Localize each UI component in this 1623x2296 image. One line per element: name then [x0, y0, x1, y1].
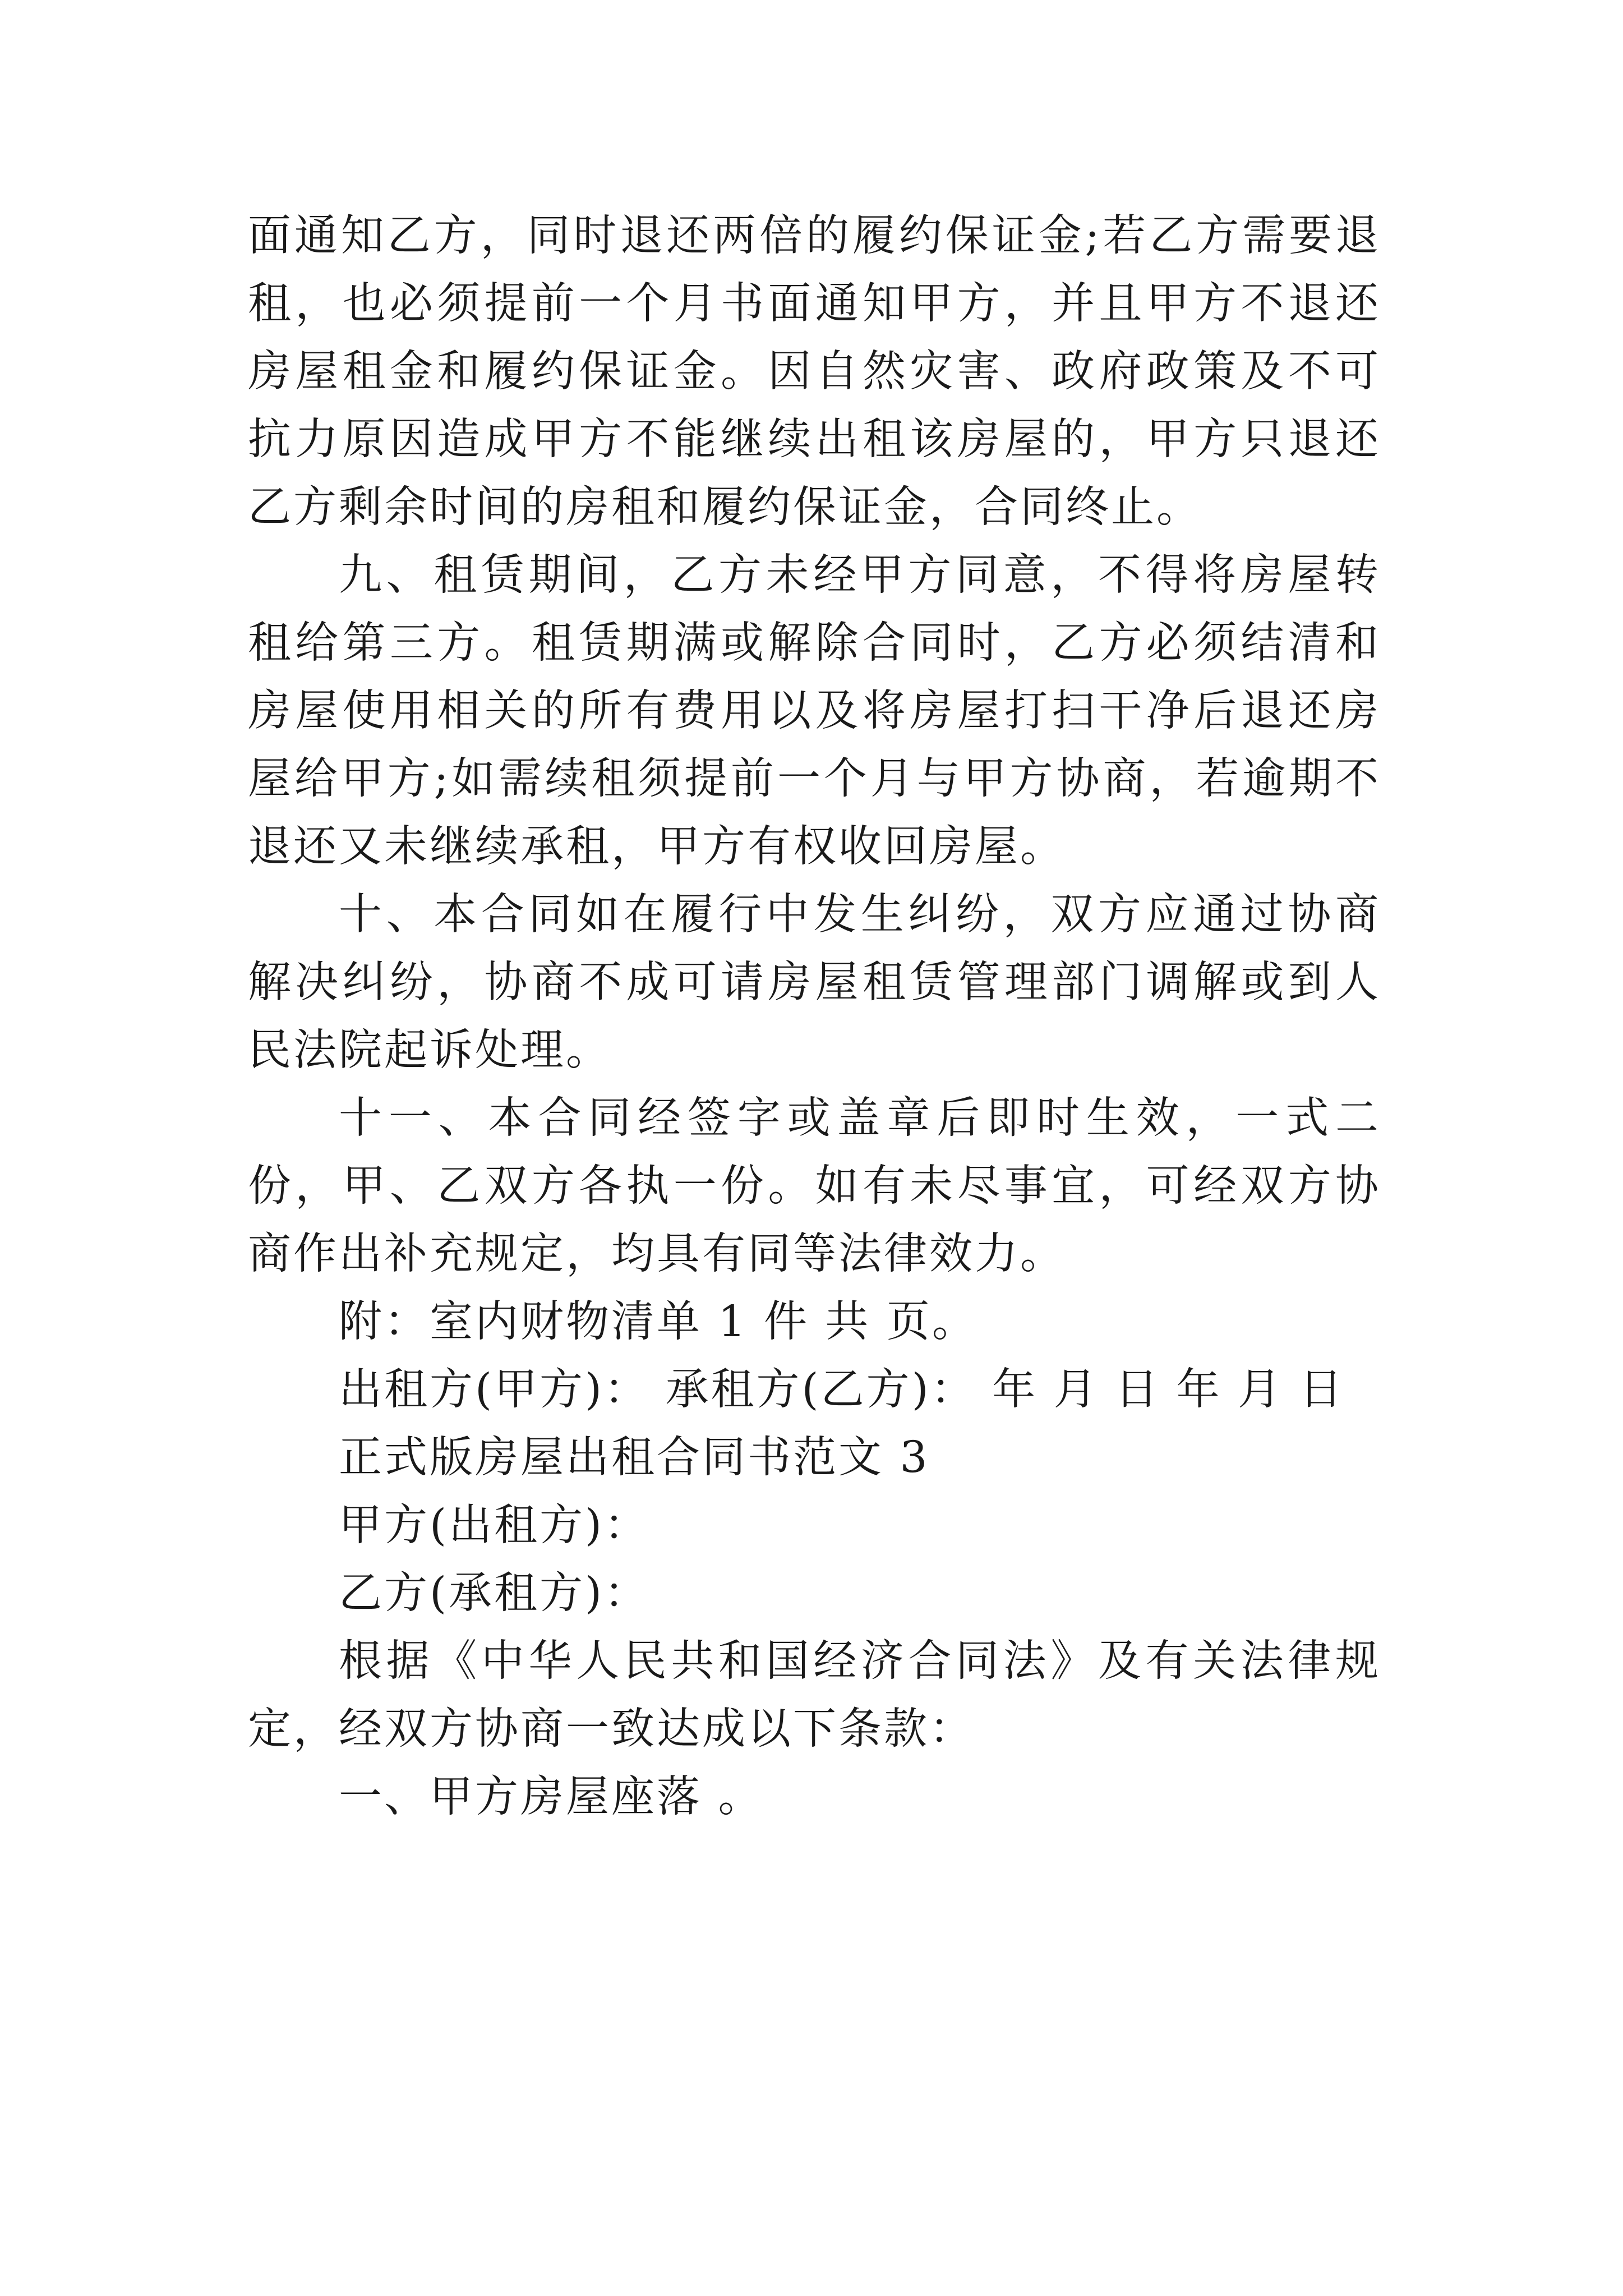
paragraph-clause-11: 十一、本合同经签字或盖章后即时生效，一式二份，甲、乙双方各执一份。如有未尽事宜，可经双方协商作出补充规定，均具有同等法律效力。 [248, 1093, 1381, 1279]
paragraph-clause-10: 十、本合同如在履行中发生纠纷，双方应通过协商解决纠纷，协商不成可请房屋租赁管理部门调解或到人民法院起诉处理。 [248, 890, 1381, 1075]
paragraph-preamble: 根据《中华人民共和国经济合同法》及有关法律规定，经双方协商一致达成以下条款： [248, 1636, 1381, 1754]
signature-line: 出租方(甲方)： 承租方(乙方)： 年 月 日 年 月 日 [339, 1365, 1345, 1415]
party-b-line: 乙方(承租方)： [339, 1568, 650, 1618]
paragraph-clause-9: 九、租赁期间，乙方未经甲方同意，不得将房屋转租给第三方。租赁期满或解除合同时，乙方必须结清和房屋使用相关的所有费用以及将房屋打扫干净后退还房屋给甲方;如需续租须提前一个月与甲方协商，若逾期不退还又未继续承租，甲方有权收回房屋。 [248, 550, 1381, 872]
document-body [248, 202, 1381, 1831]
clause-1-line: 一、甲方房屋座落 。 [339, 1772, 764, 1822]
attachment-line: 附：室内财物清单 1 件 共 页。 [339, 1297, 978, 1347]
paragraph-continuation: 面通知乙方，同时退还两倍的履约保证金;若乙方需要退租，也必须提前一个月书面通知甲方，并且甲方不退还房屋租金和履约保证金。因自然灾害、政府政策及不可抗力原因造成甲方不能继续出租该房屋的，甲方只退还乙方剩余时间的房租和履约保证金，合同终止。 [248, 211, 1381, 532]
party-a-line: 甲方(出租方)： [339, 1501, 650, 1550]
section-title: 正式版房屋出租合同书范文 3 [339, 1433, 930, 1483]
